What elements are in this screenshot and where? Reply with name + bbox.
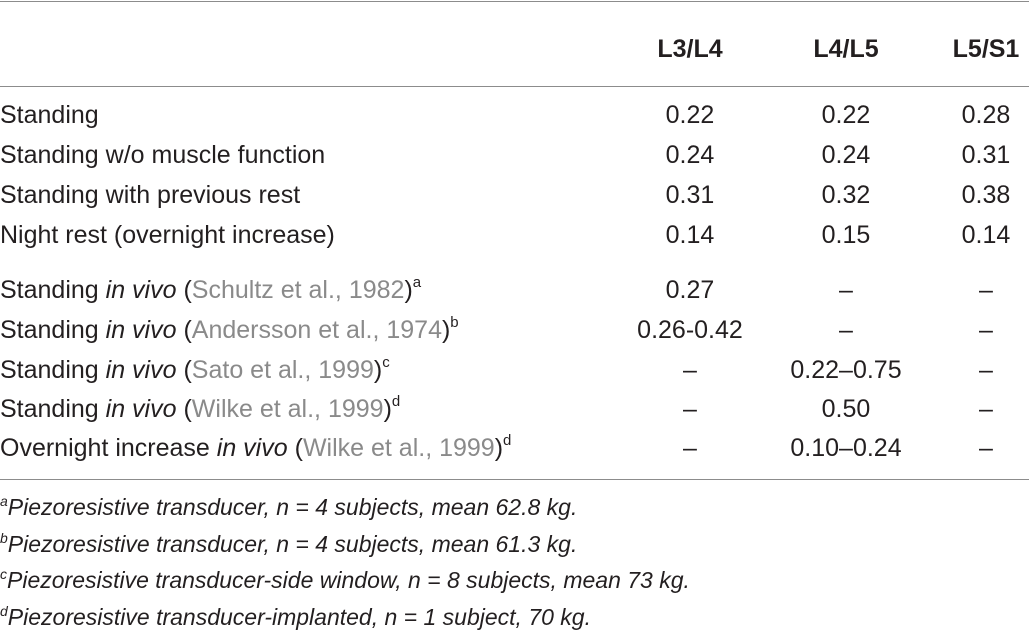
cell-l5-s1: – bbox=[979, 356, 993, 384]
footnote-mark: c bbox=[0, 566, 7, 582]
cell-l5-s1: – bbox=[979, 276, 993, 304]
row-label-prefix: Standing bbox=[0, 395, 106, 423]
citation-link[interactable]: Schultz et al., 1982 bbox=[191, 276, 405, 304]
row-label-italic: in vivo bbox=[105, 276, 177, 304]
footnote bbox=[0, 564, 1029, 596]
citation-link[interactable]: Andersson et al., 1974 bbox=[191, 316, 442, 344]
row-label: Night rest (overnight increase) bbox=[0, 221, 335, 249]
row-label-italic: in vivo bbox=[216, 434, 288, 462]
table-row bbox=[0, 136, 1029, 174]
cell-l4-l5: 0.22 bbox=[821, 101, 871, 129]
row-label-prefix: Standing bbox=[0, 276, 106, 304]
row-label-prefix: Standing bbox=[0, 356, 106, 384]
row-label-prefix: Standing bbox=[0, 316, 106, 344]
table-row bbox=[0, 216, 1029, 254]
row-label: Standing bbox=[0, 101, 99, 129]
row-label: Standing with previous rest bbox=[0, 181, 301, 209]
footnote-marker: d bbox=[391, 393, 401, 410]
cell-l3-l4: 0.24 bbox=[665, 141, 715, 169]
cell-l4-l5: – bbox=[839, 316, 853, 344]
row-label-italic: in vivo bbox=[105, 356, 177, 384]
cell-l5-s1: – bbox=[979, 316, 993, 344]
cell-l5-s1: 0.28 bbox=[961, 101, 1011, 129]
row-label: Standing in vivo (Andersson et al., 1974)$^b$ bbox=[0, 314, 459, 344]
cell-l3-l4: – bbox=[683, 356, 697, 384]
footnote-text: Piezoresistive transducer, n = 4 subjects, mean 62.8 kg. bbox=[7, 494, 578, 520]
row-label: Standing in vivo (Sato et al., 1999)$^c$ bbox=[0, 354, 390, 384]
cell-l5-s1: 0.31 bbox=[961, 141, 1011, 169]
row-label-prefix: Overnight increase bbox=[0, 434, 217, 462]
cell-l4-l5: 0.50 bbox=[821, 395, 871, 423]
footnote-marker: c bbox=[382, 354, 390, 371]
cell-l4-l5: – bbox=[839, 276, 853, 304]
row-label-italic: in vivo bbox=[105, 395, 177, 423]
table-top-rule bbox=[0, 1, 1029, 2]
citation-link[interactable]: Wilke et al., 1999 bbox=[191, 395, 384, 423]
cell-l5-s1: – bbox=[979, 395, 993, 423]
table-bottom-rule bbox=[0, 479, 1029, 480]
footnote-marker: b bbox=[450, 314, 459, 331]
cell-l4-l5: 0.15 bbox=[821, 221, 871, 249]
footnote-marker: a bbox=[412, 274, 422, 291]
row-label: Overnight increase in vivo (Wilke et al., 1999)$^d$ bbox=[0, 432, 512, 462]
table-header-row bbox=[0, 30, 1029, 68]
footnote-marker: d bbox=[503, 432, 512, 449]
footnote-mark: b bbox=[0, 530, 8, 546]
table-row bbox=[0, 96, 1029, 134]
cell-l3-l4: 0.22 bbox=[665, 101, 715, 129]
table-row bbox=[0, 390, 1029, 428]
footnote-text: Piezoresistive transducer-implanted, n = 1 subject, 70 kg. bbox=[7, 604, 591, 630]
cell-l5-s1: – bbox=[979, 434, 993, 462]
column-header-l5-s1: L5/S1 bbox=[952, 35, 1020, 63]
table-row bbox=[0, 429, 1029, 467]
cell-l4-l5: 0.32 bbox=[821, 181, 871, 209]
footnote bbox=[0, 528, 1029, 560]
cell-l3-l4: 0.26-0.42 bbox=[637, 316, 743, 344]
table-row bbox=[0, 271, 1029, 309]
citation-link[interactable]: Sato et al., 1999 bbox=[191, 356, 374, 384]
footnote-text: Piezoresistive transducer, n = 4 subjects, mean 61.3 kg. bbox=[7, 531, 578, 557]
row-label: Standing in vivo (Wilke et al., 1999)$^d$ bbox=[0, 393, 401, 423]
cell-l4-l5: 0.22–0.75 bbox=[790, 356, 902, 384]
cell-l5-s1: 0.38 bbox=[961, 181, 1011, 209]
footnote-text: Piezoresistive transducer-side window, n = 8 subjects, mean 73 kg. bbox=[7, 567, 690, 593]
cell-l3-l4: 0.14 bbox=[665, 221, 715, 249]
cell-l3-l4: – bbox=[683, 434, 697, 462]
table-header-rule bbox=[0, 86, 1029, 87]
footnote bbox=[0, 491, 1029, 523]
row-label-italic: in vivo bbox=[105, 316, 177, 344]
cell-l3-l4: 0.27 bbox=[665, 276, 715, 304]
row-label: Standing w/o muscle function bbox=[0, 141, 326, 169]
column-header-l3-l4: L3/L4 bbox=[657, 35, 723, 63]
cell-l4-l5: 0.10–0.24 bbox=[790, 434, 902, 462]
cell-l4-l5: 0.24 bbox=[821, 141, 871, 169]
footnote-mark: a bbox=[0, 493, 8, 509]
column-header-l4-l5: L4/L5 bbox=[813, 35, 879, 63]
citation-link[interactable]: Wilke et al., 1999 bbox=[302, 434, 495, 462]
cell-l5-s1: 0.14 bbox=[961, 221, 1011, 249]
table-row bbox=[0, 176, 1029, 214]
cell-l3-l4: 0.31 bbox=[665, 181, 715, 209]
footnote-mark: d bbox=[0, 603, 8, 619]
cell-l3-l4: – bbox=[683, 395, 697, 423]
footnote bbox=[0, 601, 1029, 633]
table-row bbox=[0, 311, 1029, 349]
table-row bbox=[0, 351, 1029, 389]
row-label: Standing in vivo (Schultz et al., 1982)$^a$ bbox=[0, 274, 422, 304]
